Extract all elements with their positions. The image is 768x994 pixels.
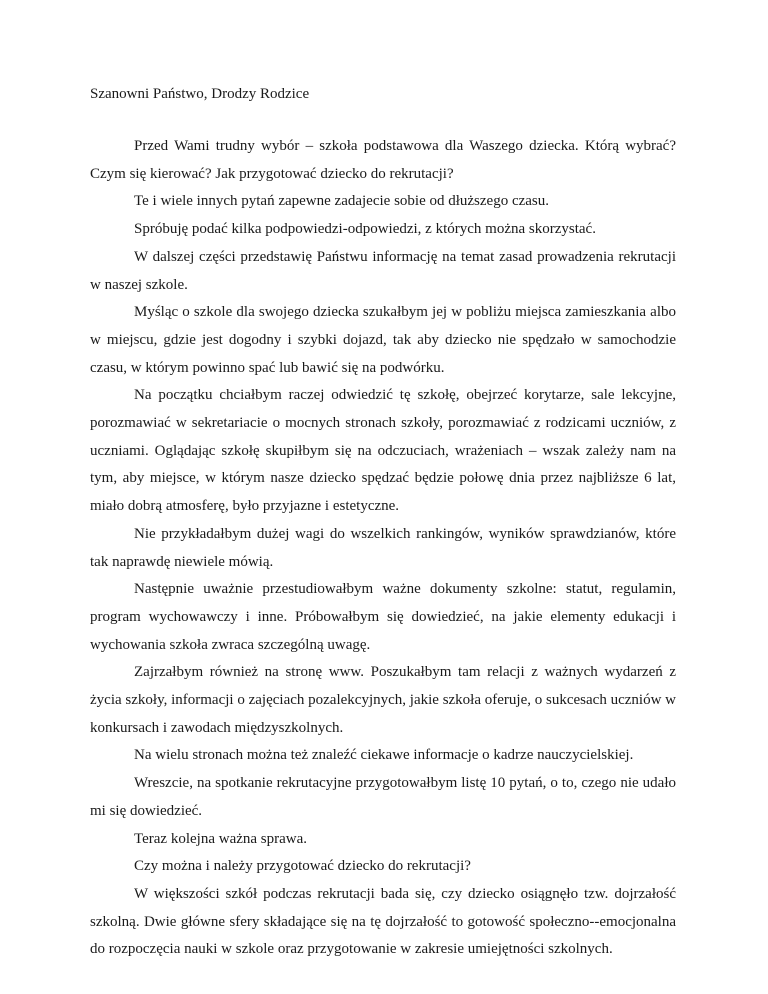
- paragraph: Czy można i należy przygotować dziecko do rekrutacji?: [134, 858, 471, 875]
- paragraph: Przed Wami trudny wybór – szkoła podstawowa dla Waszego dziecka. Którą wybrać? Czym się kierować? Jak przygotować dziecko do rekrutacji?: [90, 138, 676, 182]
- letter-body: [90, 133, 676, 964]
- paragraph: Na wielu stronach można też znaleźć ciekawe informacje o kadrze nauczycielskiej.: [134, 747, 634, 764]
- paragraph: Następnie uważnie przestudiowałbym ważne dokumenty szkolne: statut, regulamin, program wychowawczy i inne. Próbowałbym się dowiedzieć, na jakie elementy edukacji i wychowania szkoła zwraca szczególną uwagę.: [90, 581, 676, 653]
- salutation: Szanowni Państwo, Drodzy Rodzice: [90, 86, 310, 102]
- paragraph: Nie przykładałbym dużej wagi do wszelkich rankingów, wyników sprawdzianów, które tak naprawdę niewiele mówią.: [90, 525, 676, 570]
- paragraph: W dalszej części przedstawię Państwu informację na temat zasad prowadzenia rekrutacji w naszej szkole.: [90, 248, 676, 293]
- paragraph: W większości szkół podczas rekrutacji bada się, czy dziecko osiągnęło tzw. dojrzałość szkolną. Dwie główne sfery składające się na tę dojrzałość to gotowość społeczno--emocjonalna do rozpoczęcia nauki w szkole oraz przygotowanie w zakresie umiejętności szkolnych.: [90, 885, 676, 958]
- paragraph: Zajrzałbym również na stronę www. Poszukałbym tam relacji z ważnych wydarzeń z życia szkoły, informacji o zajęciach pozalekcyjnych, jakie szkoła oferuje, o sukcesach uczniów w konkursach i zawodach międzyszkolnych.: [90, 664, 676, 736]
- paragraph: Wreszcie, na spotkanie rekrutacyjne przygotowałbym listę 10 pytań, o to, czego nie udało mi się dowiedzieć.: [90, 775, 676, 819]
- paragraph: Spróbuję podać kilka podpowiedzi-odpowiedzi, z których można skorzystać.: [134, 221, 596, 238]
- paragraph: Na początku chciałbym raczej odwiedzić tę szkołę, obejrzeć korytarze, sale lekcyjne, porozmawiać w sekretariacie o mocnych stronach szkoły, porozmawiać z rodzicami uczniów, z uczniami. Oglądając szkołę skupiłbym się na odczuciach, wrażeniach – wszak zależy nam na tym, aby miejsce, w którym nasze dziecko spędzać będzie połowę dnia przez najbliższe 6 lat, miało dobrą atmosferę, było przyjazne i estetyczne.: [90, 387, 676, 515]
- paragraph: Te i wiele innych pytań zapewne zadajecie sobie od dłuższego czasu.: [134, 193, 550, 210]
- paragraph: Teraz kolejna ważna sprawa.: [134, 830, 308, 847]
- paragraph: Myśląc o szkole dla swojego dziecka szukałbym jej w pobliżu miejsca zamieszkania albo w miejscu, gdzie jest dogodny i szybki dojazd, tak aby dziecko nie spędzało w samochodzie czasu, w którym powinno spać lub bawić się na podwórku.: [90, 304, 676, 376]
